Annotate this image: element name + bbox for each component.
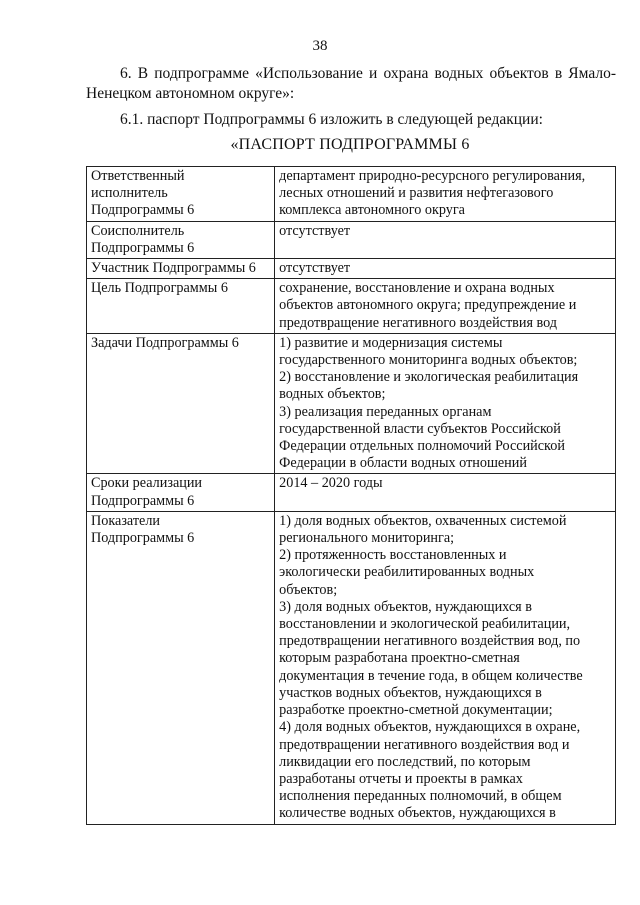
- row-value-cell: [275, 511, 616, 824]
- row-value-line: предотвращении негативного воздействия вод, по: [279, 633, 581, 650]
- row-value-line: разработаны отчеты и проекты в рамках: [279, 770, 523, 787]
- row-value-line: государственной власти субъектов Российской: [279, 420, 561, 437]
- row-label-line: Участник Подпрограммы 6: [91, 260, 256, 277]
- row-value-line: 1) доля водных объектов, охваченных системой: [279, 512, 567, 529]
- row-value-line: департамент природно-ресурсного регулирования,: [279, 168, 586, 184]
- row-value-line: которым разработана проектно-сметная: [279, 650, 520, 667]
- intro-item-6: 6. В подпрограмме «Использование и охрана водных объектов в Ямало-Ненецком автономном округе»:: [86, 65, 616, 102]
- table-row: [87, 474, 616, 511]
- row-value-line: Федерации в области водных отношений: [279, 455, 527, 472]
- passport-table: [86, 166, 616, 825]
- row-value-line: комплекса автономного округа: [279, 202, 465, 219]
- row-value-line: участков водных объектов, нуждающихся в: [279, 684, 542, 701]
- row-value-line: 1) развитие и модернизация системы: [279, 334, 503, 351]
- row-label-line: Подпрограммы 6: [91, 239, 195, 256]
- row-label-cell: [87, 259, 275, 279]
- row-value-line: отсутствует: [279, 260, 351, 277]
- row-label-line: Задачи Подпрограммы 6: [91, 334, 239, 351]
- row-label-line: Сроки реализации: [91, 475, 203, 492]
- row-value-line: разработке проектно-сметной документации;: [279, 702, 553, 719]
- row-value-line: объектов автономного округа; предупреждение и: [279, 297, 577, 314]
- row-value-line: исполнения переданных полномочий, в общем: [279, 788, 562, 805]
- row-label-cell: [87, 221, 275, 258]
- row-value-line: предотвращении негативного воздействия вод и: [279, 736, 570, 753]
- row-value-line: регионального мониторинга;: [279, 530, 455, 547]
- row-value-cell: [275, 474, 616, 511]
- row-label-cell: [87, 279, 275, 334]
- row-label-line: Подпрограммы 6: [91, 202, 195, 219]
- row-value-line: Федерации отдельных полномочий Российской: [279, 438, 565, 455]
- row-value-cell: [275, 333, 616, 474]
- row-label-cell: [87, 333, 275, 474]
- table-row: [87, 511, 616, 824]
- intro-item-6-1: 6.1. паспорт Подпрограммы 6 изложить в следующей редакции:: [120, 111, 543, 128]
- row-value-line: экологически реабилитированных водных: [279, 564, 535, 581]
- table-row: [87, 333, 616, 474]
- row-value-line: 3) реализация переданных органам: [279, 403, 492, 420]
- row-label-line: Показатели: [91, 512, 161, 529]
- row-value-cell: [275, 279, 616, 334]
- row-value-line: восстановлении и экологической реабилитации,: [279, 616, 571, 633]
- row-label-line: Подпрограммы 6: [91, 492, 195, 509]
- passport-table-body: [87, 167, 616, 825]
- row-label-line: Цель Подпрограммы 6: [91, 280, 228, 297]
- row-value-line: предотвращение негативного воздействия вод: [279, 314, 558, 331]
- row-value-line: документация в течение года, в общем количестве: [279, 667, 583, 684]
- row-value-cell: [275, 167, 616, 222]
- row-value-line: сохранение, восстановление и охрана водных: [279, 280, 555, 297]
- row-value-line: 2014 – 2020 годы: [279, 475, 383, 492]
- row-value-line: 3) доля водных объектов, нуждающихся в: [279, 598, 532, 615]
- row-label-cell: [87, 474, 275, 511]
- row-value-cell: [275, 221, 616, 258]
- table-row: [87, 221, 616, 258]
- row-value-line: количестве водных объектов, нуждающихся в: [279, 805, 556, 822]
- table-row: [87, 259, 616, 279]
- row-label-line: Ответственный: [91, 168, 185, 184]
- row-value-line: 2) восстановление и экологическая реабилитация: [279, 369, 579, 386]
- page-number: 38: [312, 38, 328, 54]
- row-label-line: исполнитель: [91, 185, 168, 202]
- row-value-line: лесных отношений и развития нефтегазового: [279, 185, 554, 202]
- row-value-line: объектов;: [279, 581, 338, 598]
- row-value-line: 4) доля водных объектов, нуждающихся в охране,: [279, 719, 581, 736]
- passport-title: «ПАСПОРТ ПОДПРОГРАММЫ 6: [230, 136, 470, 153]
- table-row: [87, 279, 616, 334]
- row-label-cell: [87, 167, 275, 222]
- row-value-line: государственного мониторинга водных объектов;: [279, 352, 578, 369]
- table-row: [87, 167, 616, 222]
- row-value-cell: [275, 259, 616, 279]
- row-value-line: 2) протяженность восстановленных и: [279, 547, 507, 564]
- row-label-cell: [87, 511, 275, 824]
- row-value-line: отсутствует: [279, 222, 351, 239]
- row-label-line: Подпрограммы 6: [91, 530, 195, 547]
- row-value-line: водных объектов;: [279, 386, 386, 403]
- row-value-line: ликвидации его последствий, по которым: [279, 753, 531, 770]
- intro-text: [86, 64, 616, 130]
- row-label-line: Соисполнитель: [91, 222, 185, 239]
